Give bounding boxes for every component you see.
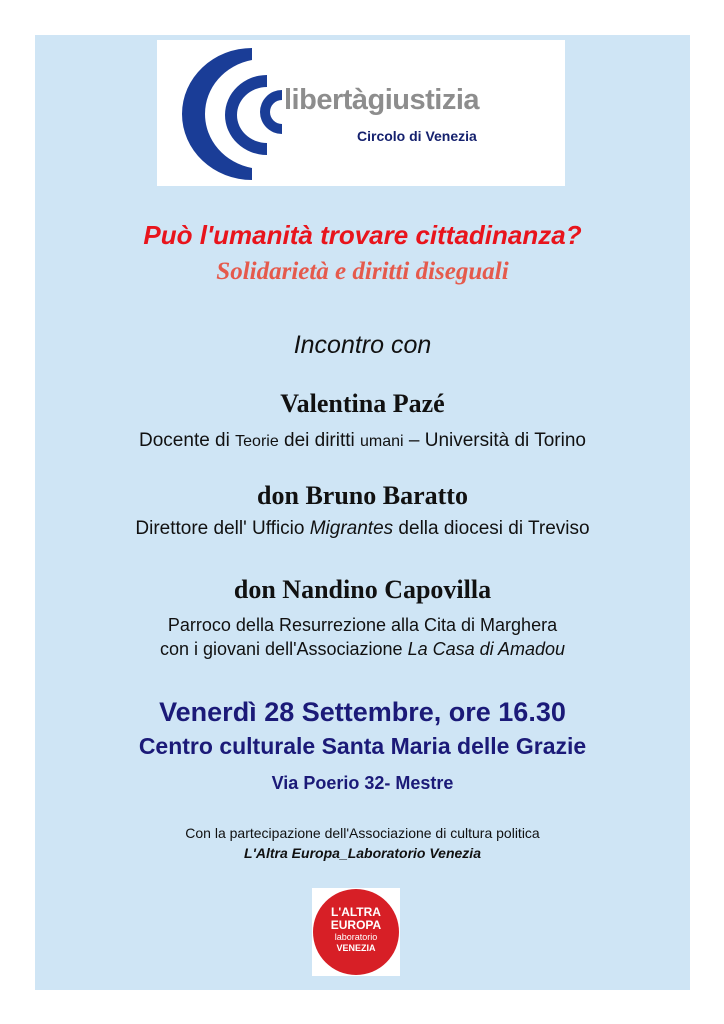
desc-part: Docente di — [139, 430, 236, 451]
desc-part: Direttore dell' Ufficio — [135, 518, 310, 539]
desc-part: – Università di Torino — [403, 430, 586, 451]
event-subtitle: Solidarietà e diritti diseguali — [216, 258, 509, 285]
participation-text: Con la partecipazione dell'Associazione di cultura politica — [185, 825, 540, 841]
speaker-desc: Parroco della Resurrezione alla Cita di Marghera — [167, 615, 558, 635]
logo-text: EUROPA — [330, 918, 382, 932]
logo-brand-text: libertàgiustizia — [284, 84, 480, 116]
desc-part: Migrantes — [309, 518, 394, 539]
desc-part: La Casa di Amadou — [407, 639, 566, 659]
logo-arcs-icon — [157, 40, 287, 186]
event-address: Via Poerio 32- Mestre — [271, 773, 454, 793]
desc-part: della diocesi di Treviso — [393, 518, 590, 539]
speaker-desc — [35, 639, 690, 660]
altra-europa-logo — [312, 888, 400, 976]
speaker-desc — [35, 518, 690, 540]
event-venue: Centro culturale Santa Maria delle Grazie — [138, 733, 587, 759]
participation-org: L'Altra Europa_Laboratorio Venezia — [244, 845, 481, 861]
desc-part: dei diritti — [278, 430, 361, 451]
event-date: Venerdì 28 Settembre, ore 16.30 — [159, 697, 566, 727]
logo-text: laboratorio — [334, 932, 378, 942]
logo-subtitle: Circolo di Venezia — [357, 128, 477, 144]
speaker-desc — [35, 430, 690, 452]
intro-text: Incontro con — [293, 331, 432, 359]
speaker-name: Valentina Pazé — [280, 389, 445, 418]
logo-text: VENEZIA — [336, 943, 376, 953]
speaker-name: don Bruno Baratto — [257, 481, 468, 510]
libertagiustizia-logo — [157, 40, 565, 186]
speaker-name: don Nandino Capovilla — [233, 575, 492, 604]
desc-part: umani — [360, 433, 404, 450]
desc-part: con i giovani dell'Associazione — [159, 639, 408, 659]
logo-text: L'ALTRA — [331, 905, 381, 919]
event-title: Può l'umanità trovare cittadinanza? — [143, 220, 582, 250]
desc-part: Teorie — [235, 433, 279, 450]
